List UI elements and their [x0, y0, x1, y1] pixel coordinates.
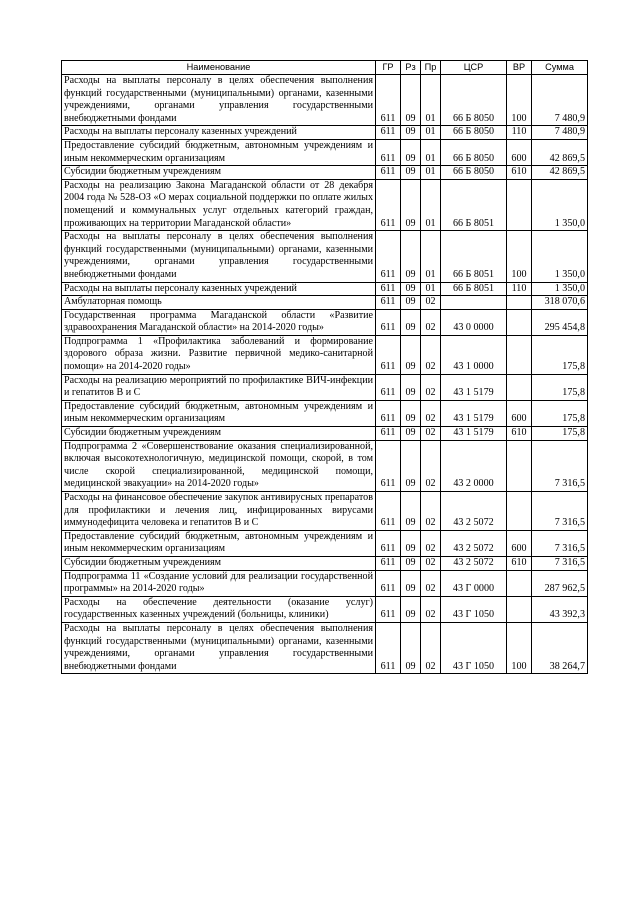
cell-gr: 611	[376, 139, 401, 165]
budget-table	[61, 60, 588, 674]
cell-csr: 43 2 5072	[441, 492, 507, 531]
cell-vr	[507, 492, 532, 531]
cell-name: Расходы на выплаты персоналу в целях обеспечения выполнения функций государственными (муниципальными) органами, казенными учреждениями, органами управления государственными внебюджетными фондами	[62, 231, 376, 282]
cell-gr: 611	[376, 530, 401, 556]
cell-rz: 09	[401, 400, 421, 426]
table-row	[62, 596, 588, 622]
cell-pr: 02	[421, 530, 441, 556]
table-body	[62, 75, 588, 674]
header-vr: ВР	[507, 61, 532, 75]
cell-rz: 09	[401, 139, 421, 165]
cell-gr: 611	[376, 492, 401, 531]
cell-sum: 7 480,9	[532, 126, 588, 140]
cell-csr: 43 0 0000	[441, 309, 507, 335]
cell-gr: 611	[376, 622, 401, 673]
cell-sum: 1 350,0	[532, 231, 588, 282]
cell-csr: 66 Б 8050	[441, 126, 507, 140]
cell-csr: 43 1 5179	[441, 427, 507, 441]
cell-csr: 43 2 5072	[441, 556, 507, 570]
cell-vr	[507, 374, 532, 400]
cell-gr: 611	[376, 296, 401, 310]
cell-sum: 43 392,3	[532, 596, 588, 622]
cell-sum: 42 869,5	[532, 166, 588, 180]
cell-sum: 7 316,5	[532, 440, 588, 491]
cell-gr: 611	[376, 440, 401, 491]
cell-sum: 175,8	[532, 427, 588, 441]
cell-gr: 611	[376, 75, 401, 126]
header-csr: ЦСР	[441, 61, 507, 75]
cell-pr: 02	[421, 335, 441, 374]
cell-sum: 295 454,8	[532, 309, 588, 335]
cell-name: Предоставление субсидий бюджетным, автономным учреждениям и иным некоммерческим организациям	[62, 400, 376, 426]
cell-rz: 09	[401, 335, 421, 374]
cell-pr: 01	[421, 179, 441, 230]
cell-vr: 100	[507, 231, 532, 282]
cell-name: Государственная программа Магаданской области «Развитие здравоохранения Магаданской области» на 2014-2020 годы»	[62, 309, 376, 335]
cell-name: Предоставление субсидий бюджетным, автономным учреждениям и иным некоммерческим организациям	[62, 530, 376, 556]
cell-gr: 611	[376, 400, 401, 426]
cell-gr: 611	[376, 231, 401, 282]
table-row	[62, 530, 588, 556]
cell-rz: 09	[401, 282, 421, 296]
cell-sum: 7 480,9	[532, 75, 588, 126]
cell-pr: 02	[421, 427, 441, 441]
cell-gr: 611	[376, 596, 401, 622]
cell-name: Расходы на выплаты персоналу казенных учреждений	[62, 126, 376, 140]
cell-gr: 611	[376, 126, 401, 140]
cell-sum: 7 316,5	[532, 530, 588, 556]
table-row	[62, 309, 588, 335]
cell-vr	[507, 309, 532, 335]
cell-pr: 01	[421, 126, 441, 140]
cell-vr: 610	[507, 427, 532, 441]
cell-vr: 110	[507, 282, 532, 296]
cell-vr: 610	[507, 166, 532, 180]
table-row	[62, 282, 588, 296]
cell-name: Амбулаторная помощь	[62, 296, 376, 310]
cell-sum: 175,8	[532, 374, 588, 400]
table-row	[62, 556, 588, 570]
cell-sum: 1 350,0	[532, 179, 588, 230]
cell-csr: 66 Б 8050	[441, 139, 507, 165]
cell-gr: 611	[376, 427, 401, 441]
table-row	[62, 440, 588, 491]
cell-sum: 38 264,7	[532, 622, 588, 673]
cell-name: Субсидии бюджетным учреждениям	[62, 427, 376, 441]
cell-pr: 02	[421, 309, 441, 335]
table-row	[62, 139, 588, 165]
cell-gr: 611	[376, 166, 401, 180]
cell-sum: 42 869,5	[532, 139, 588, 165]
cell-pr: 02	[421, 440, 441, 491]
table-row	[62, 166, 588, 180]
cell-gr: 611	[376, 556, 401, 570]
cell-csr: 43 1 5179	[441, 374, 507, 400]
table-header-row	[62, 61, 588, 75]
cell-vr	[507, 570, 532, 596]
cell-name: Расходы на выплаты персоналу в целях обеспечения выполнения функций государственными (муниципальными) органами, казенными учреждениями, органами управления государственными внебюджетными фондами	[62, 75, 376, 126]
cell-rz: 09	[401, 570, 421, 596]
cell-rz: 09	[401, 309, 421, 335]
table-row	[62, 570, 588, 596]
cell-pr: 02	[421, 556, 441, 570]
cell-pr: 02	[421, 492, 441, 531]
cell-sum: 318 070,6	[532, 296, 588, 310]
cell-csr: 43 Г 1050	[441, 622, 507, 673]
cell-pr: 01	[421, 166, 441, 180]
table-row	[62, 622, 588, 673]
cell-sum: 7 316,5	[532, 492, 588, 531]
cell-rz: 09	[401, 427, 421, 441]
cell-rz: 09	[401, 556, 421, 570]
cell-pr: 01	[421, 139, 441, 165]
cell-vr	[507, 596, 532, 622]
cell-name: Расходы на реализацию Закона Магаданской области от 28 декабря 2004 года № 528-ОЗ «О мерах социальной поддержки по оплате жилых помещений и коммунальных услуг отдельных категорий граждан, проживающих на территории Магаданской области»	[62, 179, 376, 230]
header-pr: Пр	[421, 61, 441, 75]
cell-name: Расходы на обеспечение деятельности (оказание услуг) государственных казенных учреждений (больницы, клиники)	[62, 596, 376, 622]
cell-vr	[507, 440, 532, 491]
cell-pr: 02	[421, 296, 441, 310]
cell-sum: 175,8	[532, 400, 588, 426]
table-row	[62, 179, 588, 230]
cell-csr: 43 Г 0000	[441, 570, 507, 596]
cell-vr: 610	[507, 556, 532, 570]
cell-csr: 43 Г 1050	[441, 596, 507, 622]
cell-name: Расходы на реализацию мероприятий по профилактике ВИЧ-инфекции и гепатитов В и С	[62, 374, 376, 400]
cell-pr: 02	[421, 400, 441, 426]
cell-rz: 09	[401, 374, 421, 400]
cell-rz: 09	[401, 231, 421, 282]
cell-csr: 66 Б 8051	[441, 231, 507, 282]
cell-rz: 09	[401, 596, 421, 622]
cell-name: Субсидии бюджетным учреждениям	[62, 556, 376, 570]
cell-csr: 43 2 5072	[441, 530, 507, 556]
cell-name: Субсидии бюджетным учреждениям	[62, 166, 376, 180]
cell-csr: 43 1 5179	[441, 400, 507, 426]
header-gr: ГР	[376, 61, 401, 75]
header-rz: Рз	[401, 61, 421, 75]
cell-name: Подпрограмма 11 «Создание условий для реализации государственной программы» на 2014-2020 годы»	[62, 570, 376, 596]
cell-sum: 7 316,5	[532, 556, 588, 570]
cell-csr: 43 2 0000	[441, 440, 507, 491]
cell-csr: 66 Б 8051	[441, 179, 507, 230]
cell-gr: 611	[376, 179, 401, 230]
cell-csr: 66 Б 8050	[441, 166, 507, 180]
cell-csr	[441, 296, 507, 310]
table-row	[62, 492, 588, 531]
cell-name: Расходы на выплаты персоналу в целях обеспечения выполнения функций государственными (муниципальными) органами, казенными учреждениями, органами управления государственными внебюджетными фондами	[62, 622, 376, 673]
cell-vr: 110	[507, 126, 532, 140]
cell-csr: 66 Б 8050	[441, 75, 507, 126]
cell-gr: 611	[376, 309, 401, 335]
table-row	[62, 374, 588, 400]
table-row	[62, 126, 588, 140]
cell-rz: 09	[401, 296, 421, 310]
cell-rz: 09	[401, 492, 421, 531]
cell-gr: 611	[376, 282, 401, 296]
cell-pr: 02	[421, 570, 441, 596]
cell-gr: 611	[376, 374, 401, 400]
cell-vr: 100	[507, 622, 532, 673]
cell-rz: 09	[401, 440, 421, 491]
cell-name: Расходы на финансовое обеспечение закупок антивирусных препаратов для профилактики и лечения лиц, инфицированных вирусами иммунодефицита человека и гепатитов В и С	[62, 492, 376, 531]
cell-rz: 09	[401, 166, 421, 180]
cell-rz: 09	[401, 622, 421, 673]
cell-csr: 43 1 0000	[441, 335, 507, 374]
cell-pr: 01	[421, 231, 441, 282]
cell-name: Расходы на выплаты персоналу казенных учреждений	[62, 282, 376, 296]
cell-vr	[507, 335, 532, 374]
table-row	[62, 427, 588, 441]
header-name: Наименование	[62, 61, 376, 75]
cell-sum: 175,8	[532, 335, 588, 374]
cell-pr: 01	[421, 282, 441, 296]
table-row	[62, 296, 588, 310]
cell-vr: 100	[507, 75, 532, 126]
cell-csr: 66 Б 8051	[441, 282, 507, 296]
cell-rz: 09	[401, 126, 421, 140]
cell-gr: 611	[376, 335, 401, 374]
cell-rz: 09	[401, 75, 421, 126]
cell-rz: 09	[401, 179, 421, 230]
cell-pr: 02	[421, 622, 441, 673]
table-row	[62, 75, 588, 126]
header-sum: Сумма	[532, 61, 588, 75]
cell-gr: 611	[376, 570, 401, 596]
table-row	[62, 335, 588, 374]
cell-name: Подпрограмма 2 «Совершенствование оказания специализированной, включая высокотехнологичную, медицинской помощи, скорой, в том числе скорой специализированной, медицинской помощи, медицинской эвакуации» на 2014-2020 годы»	[62, 440, 376, 491]
cell-vr: 600	[507, 530, 532, 556]
table-row	[62, 400, 588, 426]
cell-name: Предоставление субсидий бюджетным, автономным учреждениям и иным некоммерческим организациям	[62, 139, 376, 165]
table-row	[62, 231, 588, 282]
cell-pr: 02	[421, 596, 441, 622]
cell-vr: 600	[507, 400, 532, 426]
cell-vr	[507, 179, 532, 230]
cell-pr: 01	[421, 75, 441, 126]
cell-sum: 287 962,5	[532, 570, 588, 596]
cell-vr: 600	[507, 139, 532, 165]
cell-pr: 02	[421, 374, 441, 400]
cell-vr	[507, 296, 532, 310]
cell-name: Подпрограмма 1 «Профилактика заболеваний и формирование здорового образа жизни. Развитие первичной медико-санитарной помощи» на 2014-2020 годы»	[62, 335, 376, 374]
cell-sum: 1 350,0	[532, 282, 588, 296]
cell-rz: 09	[401, 530, 421, 556]
